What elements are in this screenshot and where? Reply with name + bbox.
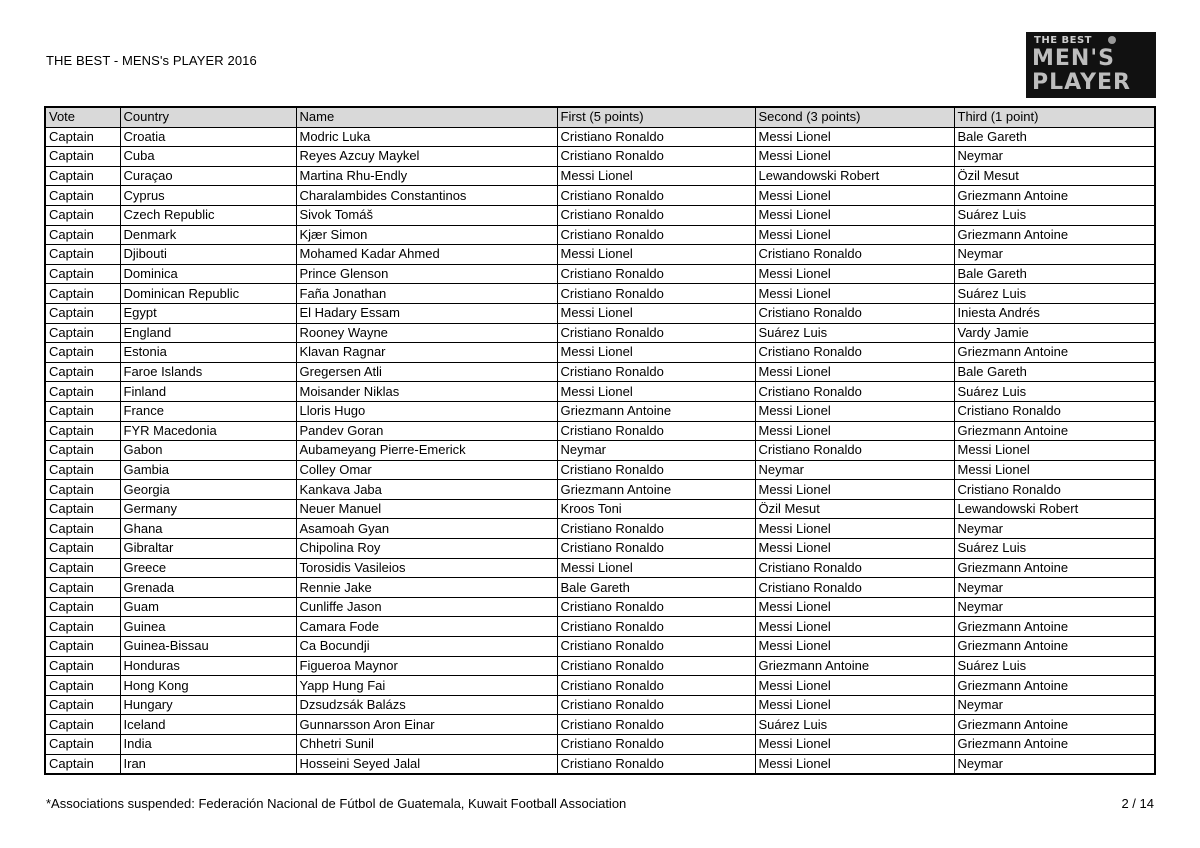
cell-name: Colley Omar <box>296 460 557 480</box>
cell-third: Griezmann Antoine <box>954 676 1155 696</box>
table-header-row <box>45 107 1155 127</box>
cell-second: Messi Lionel <box>755 519 954 539</box>
cell-vote: Captain <box>45 401 120 421</box>
cell-second: Messi Lionel <box>755 754 954 774</box>
cell-country: Guam <box>120 597 296 617</box>
ball-icon <box>1108 36 1116 44</box>
cell-second: Messi Lionel <box>755 362 954 382</box>
cell-second: Messi Lionel <box>755 539 954 559</box>
cell-country: Ghana <box>120 519 296 539</box>
cell-country: Georgia <box>120 480 296 500</box>
cell-name: Dzsudzsák Balázs <box>296 695 557 715</box>
logo-line-3: PLAYER <box>1032 70 1131 95</box>
cell-third: Bale Gareth <box>954 362 1155 382</box>
table-row <box>45 480 1155 500</box>
table-row <box>45 539 1155 559</box>
cell-first: Kroos Toni <box>557 499 755 519</box>
cell-third: Griezmann Antoine <box>954 637 1155 657</box>
cell-second: Messi Lionel <box>755 186 954 206</box>
cell-second: Messi Lionel <box>755 147 954 167</box>
cell-third: Griezmann Antoine <box>954 343 1155 363</box>
cell-country: FYR Macedonia <box>120 421 296 441</box>
table-row <box>45 578 1155 598</box>
cell-name: Rooney Wayne <box>296 323 557 343</box>
cell-first: Cristiano Ronaldo <box>557 676 755 696</box>
table-row <box>45 597 1155 617</box>
cell-third: Cristiano Ronaldo <box>954 401 1155 421</box>
cell-second: Cristiano Ronaldo <box>755 303 954 323</box>
logo-line-2: MEN'S <box>1032 46 1115 71</box>
cell-third: Suárez Luis <box>954 656 1155 676</box>
table-row <box>45 499 1155 519</box>
table-row <box>45 735 1155 755</box>
cell-name: El Hadary Essam <box>296 303 557 323</box>
cell-vote: Captain <box>45 656 120 676</box>
cell-vote: Captain <box>45 127 120 147</box>
table-row <box>45 343 1155 363</box>
header-vote: Vote <box>45 107 120 127</box>
cell-country: Honduras <box>120 656 296 676</box>
table-row <box>45 421 1155 441</box>
cell-third: Griezmann Antoine <box>954 617 1155 637</box>
votes-table-container <box>44 106 1154 775</box>
cell-name: Aubameyang Pierre-Emerick <box>296 441 557 461</box>
cell-name: Ca Bocundji <box>296 637 557 657</box>
cell-name: Kankava Jaba <box>296 480 557 500</box>
cell-country: Cyprus <box>120 186 296 206</box>
cell-second: Messi Lionel <box>755 735 954 755</box>
cell-name: Hosseini Seyed Jalal <box>296 754 557 774</box>
cell-third: Suárez Luis <box>954 284 1155 304</box>
cell-vote: Captain <box>45 480 120 500</box>
table-row <box>45 676 1155 696</box>
cell-vote: Captain <box>45 205 120 225</box>
cell-third: Neymar <box>954 578 1155 598</box>
cell-second: Cristiano Ronaldo <box>755 558 954 578</box>
cell-name: Lloris Hugo <box>296 401 557 421</box>
cell-name: Chhetri Sunil <box>296 735 557 755</box>
cell-vote: Captain <box>45 499 120 519</box>
table-row <box>45 166 1155 186</box>
cell-third: Vardy Jamie <box>954 323 1155 343</box>
cell-country: Gabon <box>120 441 296 461</box>
cell-vote: Captain <box>45 578 120 598</box>
cell-first: Cristiano Ronaldo <box>557 695 755 715</box>
cell-second: Messi Lionel <box>755 284 954 304</box>
cell-second: Griezmann Antoine <box>755 656 954 676</box>
cell-vote: Captain <box>45 715 120 735</box>
header-country: Country <box>120 107 296 127</box>
cell-first: Cristiano Ronaldo <box>557 539 755 559</box>
cell-country: England <box>120 323 296 343</box>
cell-third: Neymar <box>954 147 1155 167</box>
table-row <box>45 245 1155 265</box>
cell-name: Martina Rhu-Endly <box>296 166 557 186</box>
cell-name: Yapp Hung Fai <box>296 676 557 696</box>
cell-country: Finland <box>120 382 296 402</box>
cell-third: Suárez Luis <box>954 382 1155 402</box>
cell-country: Egypt <box>120 303 296 323</box>
cell-second: Cristiano Ronaldo <box>755 343 954 363</box>
cell-third: Griezmann Antoine <box>954 186 1155 206</box>
cell-name: Moisander Niklas <box>296 382 557 402</box>
cell-name: Faña Jonathan <box>296 284 557 304</box>
table-row <box>45 362 1155 382</box>
table-row <box>45 284 1155 304</box>
cell-country: Faroe Islands <box>120 362 296 382</box>
cell-second: Cristiano Ronaldo <box>755 245 954 265</box>
cell-third: Lewandowski Robert <box>954 499 1155 519</box>
table-row <box>45 382 1155 402</box>
cell-vote: Captain <box>45 421 120 441</box>
cell-country: Iceland <box>120 715 296 735</box>
cell-name: Figueroa Maynor <box>296 656 557 676</box>
cell-country: Greece <box>120 558 296 578</box>
cell-second: Neymar <box>755 460 954 480</box>
table-row <box>45 519 1155 539</box>
cell-first: Messi Lionel <box>557 166 755 186</box>
cell-vote: Captain <box>45 186 120 206</box>
header-first: First (5 points) <box>557 107 755 127</box>
table-row <box>45 460 1155 480</box>
cell-second: Messi Lionel <box>755 401 954 421</box>
cell-third: Bale Gareth <box>954 264 1155 284</box>
cell-second: Messi Lionel <box>755 264 954 284</box>
cell-vote: Captain <box>45 284 120 304</box>
cell-vote: Captain <box>45 754 120 774</box>
cell-first: Cristiano Ronaldo <box>557 637 755 657</box>
cell-country: Denmark <box>120 225 296 245</box>
the-best-logo <box>1026 32 1156 98</box>
cell-first: Cristiano Ronaldo <box>557 284 755 304</box>
cell-second: Messi Lionel <box>755 127 954 147</box>
table-row <box>45 637 1155 657</box>
cell-first: Cristiano Ronaldo <box>557 656 755 676</box>
cell-vote: Captain <box>45 382 120 402</box>
cell-name: Asamoah Gyan <box>296 519 557 539</box>
cell-country: Gibraltar <box>120 539 296 559</box>
cell-vote: Captain <box>45 597 120 617</box>
table-body <box>45 127 1155 774</box>
cell-third: Griezmann Antoine <box>954 558 1155 578</box>
cell-second: Cristiano Ronaldo <box>755 578 954 598</box>
cell-first: Messi Lionel <box>557 303 755 323</box>
cell-country: Gambia <box>120 460 296 480</box>
cell-vote: Captain <box>45 245 120 265</box>
cell-first: Cristiano Ronaldo <box>557 186 755 206</box>
cell-third: Messi Lionel <box>954 441 1155 461</box>
cell-second: Lewandowski Robert <box>755 166 954 186</box>
cell-vote: Captain <box>45 519 120 539</box>
table-row <box>45 715 1155 735</box>
cell-vote: Captain <box>45 343 120 363</box>
cell-vote: Captain <box>45 147 120 167</box>
cell-vote: Captain <box>45 676 120 696</box>
cell-name: Charalambides Constantinos <box>296 186 557 206</box>
cell-second: Messi Lionel <box>755 637 954 657</box>
table-row <box>45 205 1155 225</box>
cell-second: Messi Lionel <box>755 617 954 637</box>
cell-country: Hungary <box>120 695 296 715</box>
header-second: Second (3 points) <box>755 107 954 127</box>
cell-name: Gunnarsson Aron Einar <box>296 715 557 735</box>
cell-country: India <box>120 735 296 755</box>
cell-first: Cristiano Ronaldo <box>557 147 755 167</box>
table-row <box>45 617 1155 637</box>
cell-country: Guinea <box>120 617 296 637</box>
cell-name: Sivok Tomáš <box>296 205 557 225</box>
cell-first: Cristiano Ronaldo <box>557 421 755 441</box>
cell-second: Messi Lionel <box>755 597 954 617</box>
cell-third: Neymar <box>954 519 1155 539</box>
cell-second: Messi Lionel <box>755 225 954 245</box>
cell-third: Neymar <box>954 695 1155 715</box>
cell-country: Dominican Republic <box>120 284 296 304</box>
cell-third: Neymar <box>954 754 1155 774</box>
cell-country: France <box>120 401 296 421</box>
table-row <box>45 401 1155 421</box>
cell-country: Grenada <box>120 578 296 598</box>
votes-table <box>44 106 1156 775</box>
cell-second: Messi Lionel <box>755 676 954 696</box>
cell-vote: Captain <box>45 303 120 323</box>
cell-second: Özil Mesut <box>755 499 954 519</box>
cell-name: Pandev Goran <box>296 421 557 441</box>
cell-third: Griezmann Antoine <box>954 735 1155 755</box>
cell-first: Cristiano Ronaldo <box>557 715 755 735</box>
cell-first: Cristiano Ronaldo <box>557 205 755 225</box>
table-row <box>45 127 1155 147</box>
cell-second: Messi Lionel <box>755 421 954 441</box>
table-row <box>45 558 1155 578</box>
cell-name: Kjær Simon <box>296 225 557 245</box>
cell-first: Neymar <box>557 441 755 461</box>
table-row <box>45 225 1155 245</box>
cell-country: Curaçao <box>120 166 296 186</box>
table-row <box>45 264 1155 284</box>
cell-vote: Captain <box>45 695 120 715</box>
cell-name: Reyes Azcuy Maykel <box>296 147 557 167</box>
cell-vote: Captain <box>45 637 120 657</box>
table-row <box>45 695 1155 715</box>
cell-third: Bale Gareth <box>954 127 1155 147</box>
cell-vote: Captain <box>45 539 120 559</box>
cell-first: Cristiano Ronaldo <box>557 519 755 539</box>
cell-vote: Captain <box>45 225 120 245</box>
cell-third: Griezmann Antoine <box>954 421 1155 441</box>
cell-first: Cristiano Ronaldo <box>557 735 755 755</box>
cell-vote: Captain <box>45 166 120 186</box>
cell-name: Klavan Ragnar <box>296 343 557 363</box>
cell-second: Messi Lionel <box>755 695 954 715</box>
cell-first: Messi Lionel <box>557 382 755 402</box>
cell-name: Rennie Jake <box>296 578 557 598</box>
cell-first: Cristiano Ronaldo <box>557 597 755 617</box>
cell-third: Neymar <box>954 597 1155 617</box>
cell-country: Croatia <box>120 127 296 147</box>
cell-third: Griezmann Antoine <box>954 225 1155 245</box>
cell-third: Neymar <box>954 245 1155 265</box>
cell-vote: Captain <box>45 323 120 343</box>
cell-country: Guinea-Bissau <box>120 637 296 657</box>
document-title: THE BEST - MENS's PLAYER 2016 <box>46 53 257 68</box>
cell-name: Prince Glenson <box>296 264 557 284</box>
cell-first: Griezmann Antoine <box>557 480 755 500</box>
cell-first: Cristiano Ronaldo <box>557 362 755 382</box>
footer-note: *Associations suspended: Federación Nacional de Fútbol de Guatemala, Kuwait Football Association <box>46 796 627 811</box>
cell-first: Cristiano Ronaldo <box>557 264 755 284</box>
cell-third: Cristiano Ronaldo <box>954 480 1155 500</box>
cell-name: Chipolina Roy <box>296 539 557 559</box>
page-number: 2 / 14 <box>1121 796 1154 811</box>
cell-name: Cunliffe Jason <box>296 597 557 617</box>
table-row <box>45 656 1155 676</box>
cell-second: Cristiano Ronaldo <box>755 441 954 461</box>
cell-second: Suárez Luis <box>755 323 954 343</box>
cell-second: Messi Lionel <box>755 480 954 500</box>
cell-vote: Captain <box>45 460 120 480</box>
cell-country: Djibouti <box>120 245 296 265</box>
cell-third: Suárez Luis <box>954 539 1155 559</box>
cell-vote: Captain <box>45 441 120 461</box>
cell-first: Messi Lionel <box>557 245 755 265</box>
cell-first: Cristiano Ronaldo <box>557 460 755 480</box>
cell-first: Cristiano Ronaldo <box>557 754 755 774</box>
cell-name: Torosidis Vasileios <box>296 558 557 578</box>
table-row <box>45 441 1155 461</box>
cell-second: Messi Lionel <box>755 205 954 225</box>
cell-third: Iniesta Andrés <box>954 303 1155 323</box>
cell-name: Modric Luka <box>296 127 557 147</box>
cell-vote: Captain <box>45 362 120 382</box>
cell-first: Cristiano Ronaldo <box>557 323 755 343</box>
header-name: Name <box>296 107 557 127</box>
cell-third: Messi Lionel <box>954 460 1155 480</box>
cell-name: Gregersen Atli <box>296 362 557 382</box>
cell-vote: Captain <box>45 264 120 284</box>
cell-country: Czech Republic <box>120 205 296 225</box>
cell-first: Cristiano Ronaldo <box>557 127 755 147</box>
table-row <box>45 186 1155 206</box>
cell-first: Messi Lionel <box>557 343 755 363</box>
cell-third: Suárez Luis <box>954 205 1155 225</box>
cell-name: Camara Fode <box>296 617 557 637</box>
cell-country: Dominica <box>120 264 296 284</box>
cell-first: Bale Gareth <box>557 578 755 598</box>
cell-country: Estonia <box>120 343 296 363</box>
table-row <box>45 147 1155 167</box>
cell-second: Suárez Luis <box>755 715 954 735</box>
cell-third: Özil Mesut <box>954 166 1155 186</box>
cell-country: Hong Kong <box>120 676 296 696</box>
cell-name: Neuer Manuel <box>296 499 557 519</box>
cell-first: Cristiano Ronaldo <box>557 617 755 637</box>
cell-country: Cuba <box>120 147 296 167</box>
table-row <box>45 754 1155 774</box>
cell-vote: Captain <box>45 617 120 637</box>
cell-country: Iran <box>120 754 296 774</box>
cell-first: Griezmann Antoine <box>557 401 755 421</box>
header-third: Third (1 point) <box>954 107 1155 127</box>
cell-third: Griezmann Antoine <box>954 715 1155 735</box>
cell-country: Germany <box>120 499 296 519</box>
cell-first: Messi Lionel <box>557 558 755 578</box>
table-row <box>45 323 1155 343</box>
logo-line-1: THE BEST <box>1034 35 1092 46</box>
cell-second: Cristiano Ronaldo <box>755 382 954 402</box>
cell-name: Mohamed Kadar Ahmed <box>296 245 557 265</box>
table-row <box>45 303 1155 323</box>
cell-first: Cristiano Ronaldo <box>557 225 755 245</box>
cell-vote: Captain <box>45 735 120 755</box>
cell-vote: Captain <box>45 558 120 578</box>
